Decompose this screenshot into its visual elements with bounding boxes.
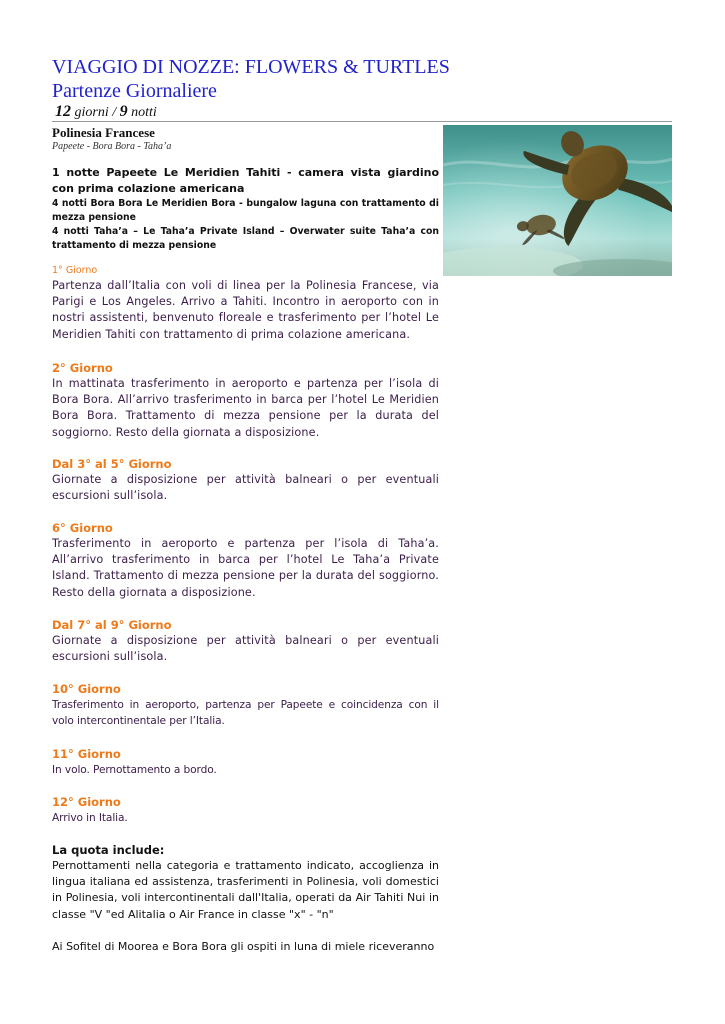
day-description: In mattinata trasferimento in aeroporto e partenza per l’isola di Bora Bora. All’arrivo trasferimento in barca per l’hotel Le Meridien Bora Bora. Trattamento di mezza pensione per la durata del soggiorno. Resto della giornata a disposizione. [52,377,439,439]
quota-title: La quota include: [52,843,165,857]
day-heading: 2° Giorno [52,361,113,375]
hotel-item: 4 notti Bora Bora Le Meridien Bora - bungalow laguna con trattamento di mezza pensione [52,198,439,223]
day-description: Giornate a disposizione per attività balneari o per eventuali escursioni sull’isola. [52,634,439,664]
day-description: Trasferimento in aeroporto e partenza per l’isola di Taha’a. All’arrivo trasferimento in barca per l’hotel Le Taha’a Private Island. Trattamento di mezza pensione per la durata del soggiorno. Resto della giornata a disposizione. [52,537,439,599]
header-divider [52,121,672,122]
day-description: Partenza dall’Italia con voli di linea per la Polinesia Francese, via Parigi e Los Angeles. Arrivo a Tahiti. Incontro in aeroporto con in nostri assistenti, benvenuto floreale e trasferimento per l’hotel Le Meridien Tahiti con trattamento di prima colazione americana. [52,279,439,341]
itinerary-day [52,264,439,342]
day-heading: 11° Giorno [52,747,121,761]
itinerary [52,264,439,955]
day-heading: 6° Giorno [52,521,113,535]
itinerary-day [52,746,439,778]
days-count: 12 [55,103,71,120]
quota-text: Pernottamenti nella categoria e trattamento indicato, accoglienza in lingua italiana ed assistenza, trasferimenti in Polinesia, voli domestici in Polinesia, voli intercontinentali dall'Italia, operati da Air Tahiti Nui in classe "V "ed Alitalia o Air France in classe "x" - "n" [52,859,439,921]
day-description: Arrivo in Italia. [52,812,128,824]
day-description: Trasferimento in aeroporto, partenza per Papeete e coincidenza con il volo intercontinentale per l’Italia. [52,699,439,728]
trip-duration [55,103,157,122]
day-heading: Dal 7° al 9° Giorno [52,618,172,632]
day-heading: Dal 3° al 5° Giorno [52,457,172,471]
itinerary-day [52,617,439,665]
day-description: In volo. Pernottamento a bordo. [52,764,217,776]
quota-section [52,842,439,955]
itinerary-day [52,360,439,440]
page-title: VIAGGIO DI NOZZE: FLOWERS & TURTLES [52,56,450,78]
hotel-item: 4 notti Taha’a – Le Taha’a Private Island – Overwater suite Taha’a con trattamento di mezza pensione [52,226,439,251]
day-heading: 12° Giorno [52,795,121,809]
day-heading: 10° Giorno [52,682,121,696]
itinerary-day [52,456,439,504]
destination-region: Polinesia Francese [52,125,155,140]
itinerary-day [52,794,439,826]
days-label: giorni / [74,105,117,120]
quota-note: Ai Sofitel di Moorea e Bora Bora gli ospiti in luna di miele riceveranno [52,939,435,953]
day-description: Giornate a disposizione per attività balneari o per eventuali escursioni sull’isola. [52,473,439,503]
page-subtitle: Partenze Giornaliere [52,80,217,102]
hotel-list [52,165,439,253]
sea-turtle-photo [443,125,672,276]
nights-count: 9 [119,103,128,120]
destination-route: Papeete - Bora Bora - Taha’a [52,141,172,152]
itinerary-day [52,681,439,730]
nights-label: notti [131,105,157,120]
hotel-item: 1 notte Papeete Le Meridien Tahiti - camera vista giardino con prima colazione americana [52,166,439,195]
day-heading: 1° Giorno [52,265,98,276]
itinerary-day [52,520,439,601]
